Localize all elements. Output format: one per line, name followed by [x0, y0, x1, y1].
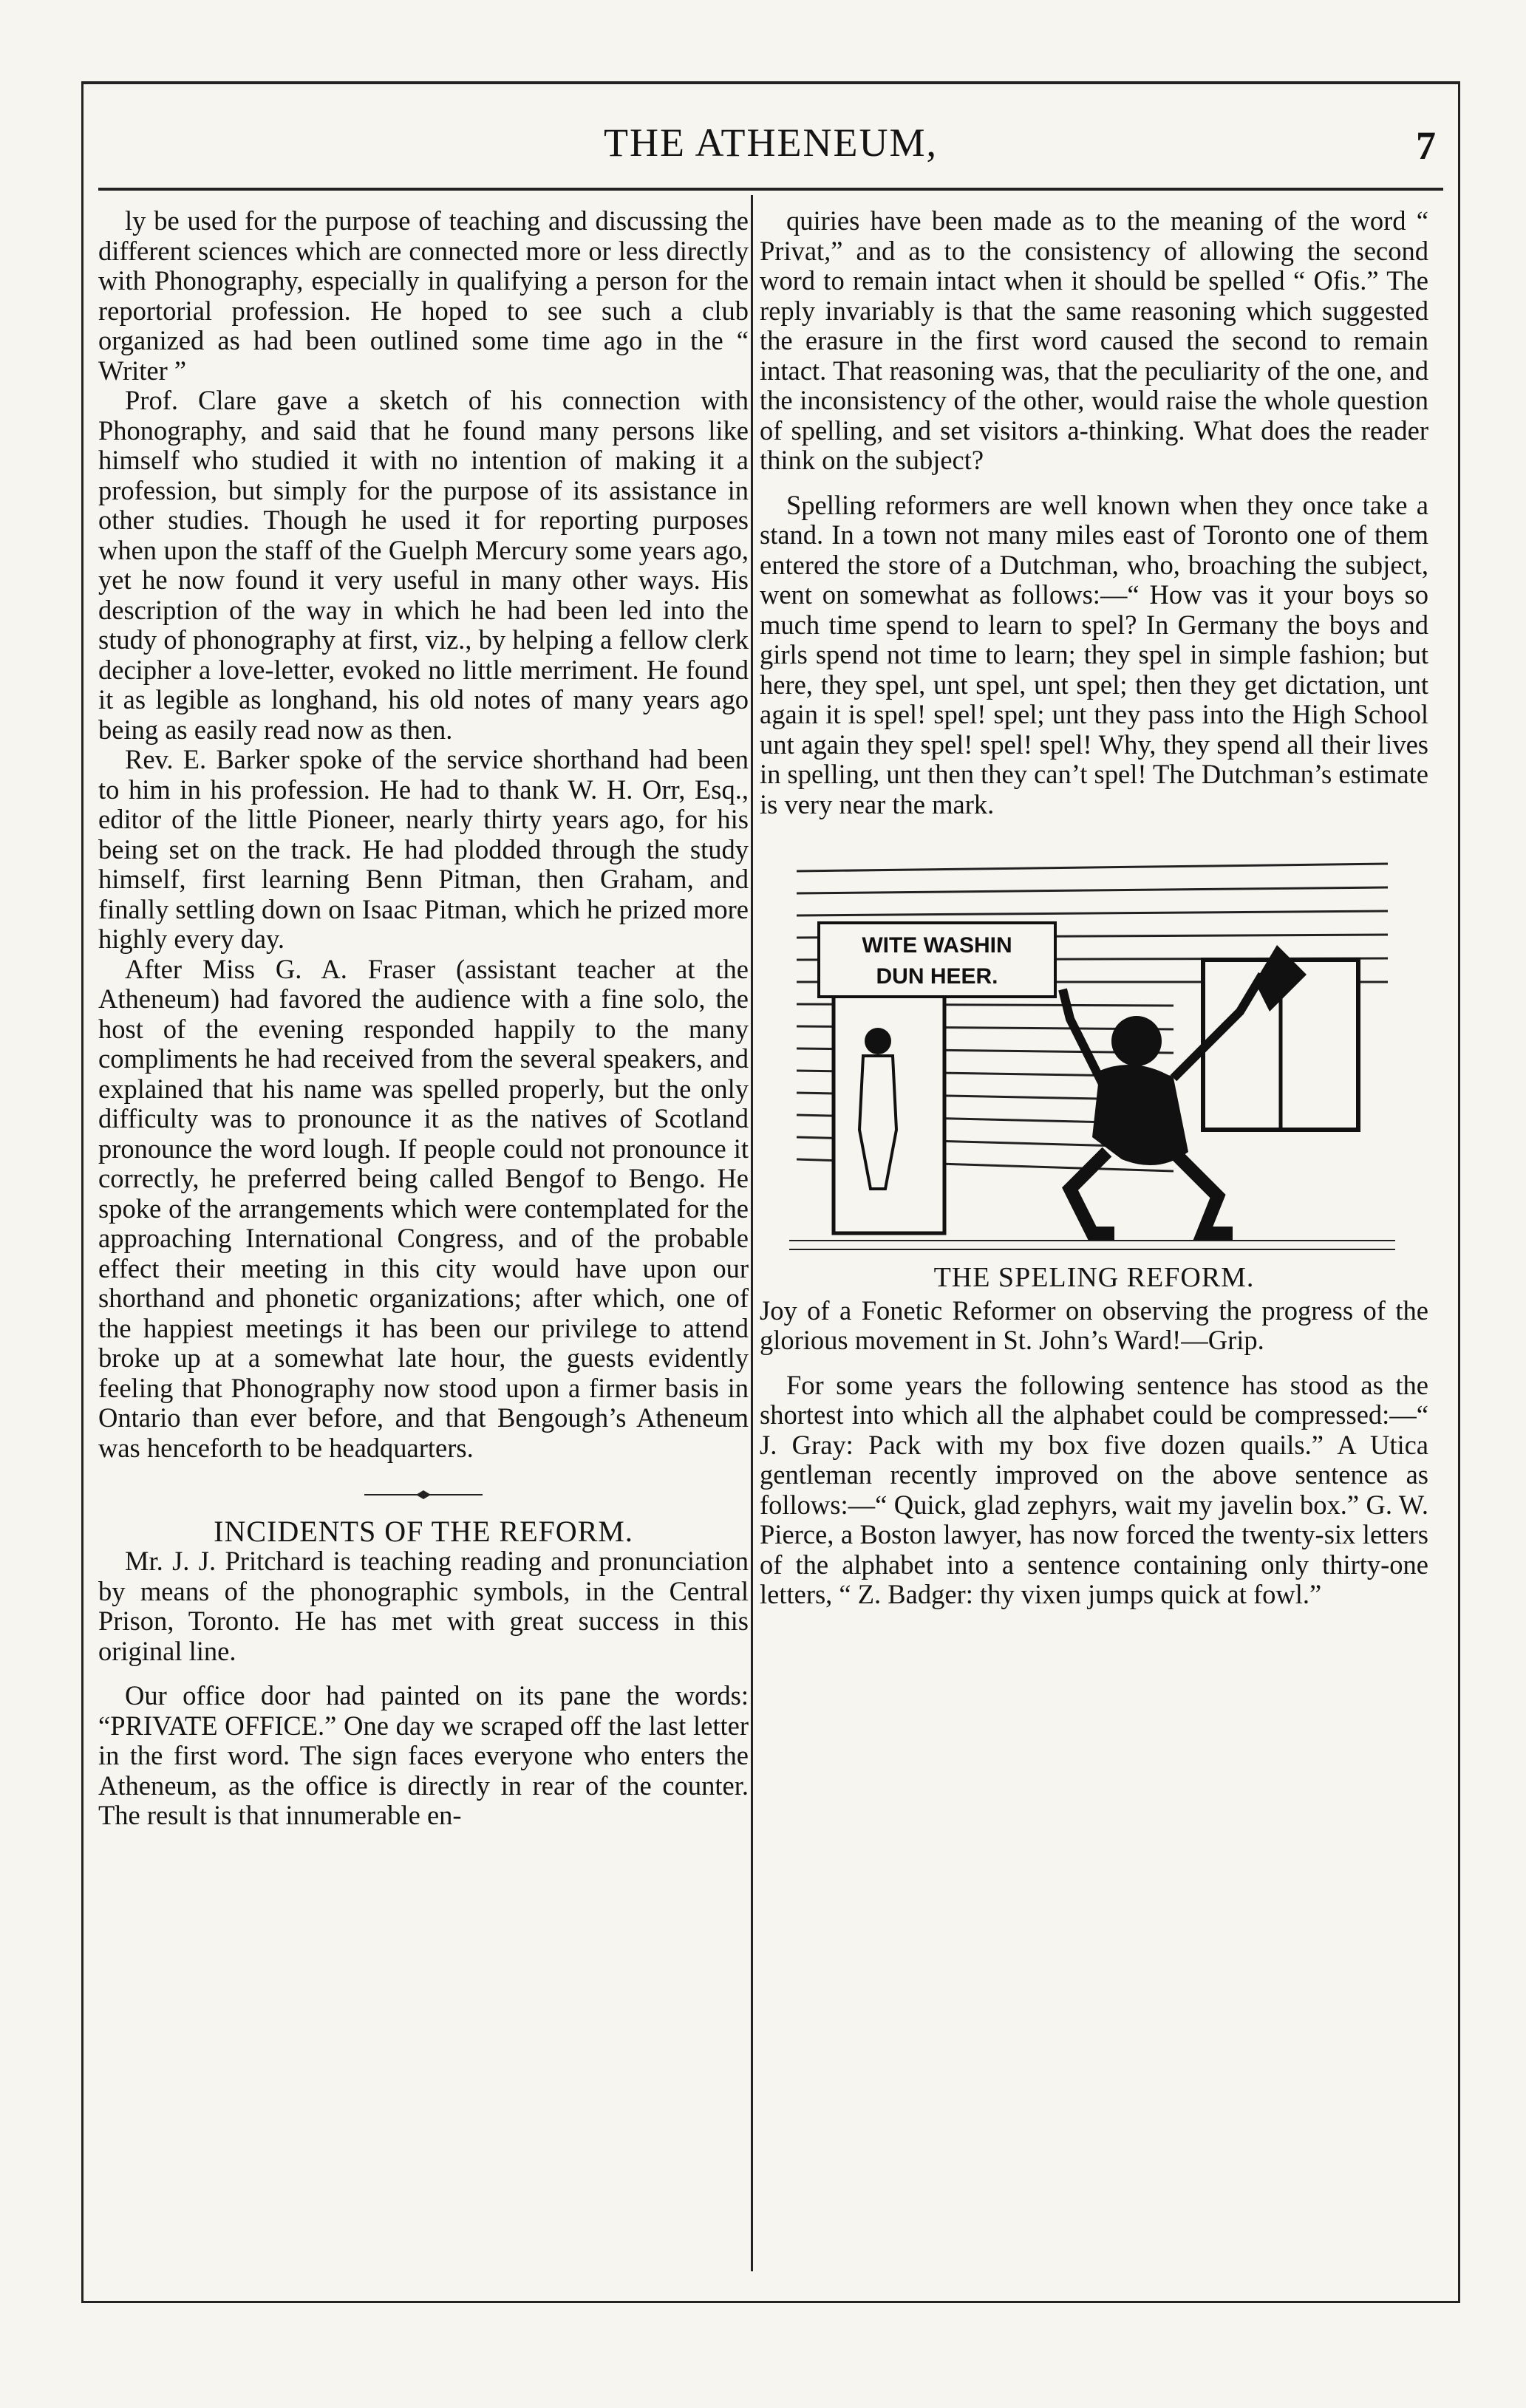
article-paragraph: Our office door had painted on its pane the words: “PRIVATE OFFICE.” One day we scraped off the last letter in the first word. The sign faces everyone who enters the Atheneum, as the office is directly in rear of the counter. The result is that innumerable en- — [98, 1680, 749, 1830]
header-rule — [98, 188, 1443, 191]
article-paragraph: Prof. Clare gave a sketch of his connection with Phonography, and said that he found many persons like himself who studied it with no intention of making it a profession, but simply for the purpose of its assistance in other studies. Though he used it for reporting purposes when upon the staff of the Guelph Mercury some years ago, yet he now found it very useful in many other ways. His description of the way in which he had been led into the study of phonography at first, viz., by helping a fellow clerk decipher a love-letter, evoked no little merriment. He found it as legible as longhand, his old notes of many years ago being as easily read now as then. — [98, 385, 749, 745]
article-paragraph: quiries have been made as to the meaning of the word “ Privat,” and as to the consistency of allowing the second word to remain intact when it should be spelled “ Ofis.” The reply invariably is that the same reasoning which suggested the erasure in the first word caused the second to remain intact. That reasoning was, that the peculiarity of the one, and the inconsistency of the other, would raise the whole question of spelling, and set visitors a-thinking. What does the reader think on the subject? — [760, 205, 1428, 475]
cartoon-illustration — [789, 842, 1395, 1255]
right-column — [760, 206, 1428, 1610]
article-paragraph: ly be used for the purpose of teaching and discussing the different sciences which are connected more or less directly with Phonography, especially in qualifying a person for the reportorial profession. He hoped to see such a club organized as had been outlined some time ago in the “ Writer ” — [98, 205, 749, 386]
sign-line-1: WITE WASHIN — [862, 933, 1012, 958]
column-divider — [751, 195, 753, 2271]
article-paragraph: Spelling reformers are well known when they once take a stand. In a town not many miles east of Toronto one of them entered the store of a Dutchman, who, broaching the subject, went on somewhat as follows:—“ How vas it your boys so much time spend to learn to spel? In Germany the boys and girls spend not time to learn; they spel in simple fashion; but here, they spel, unt spel, unt spel; then they get dictation, unt again it is spel! spel! spel; unt they pass into the High School unt again they spel! spel! spel! Why, they spend all their lives in spelling, unt then they can’t spel! The Dutchman’s estimate is very near the mark. — [760, 489, 1428, 819]
article-paragraph: Mr. J. J. Pritchard is teaching reading and pronunciation by means of the phonographic symbols, in the Central Prison, Toronto. He has met with great success in this original line. — [98, 1546, 749, 1666]
page-header — [84, 84, 1458, 195]
article-paragraph: Rev. E. Barker spoke of the service shorthand had been to him in his profession. He had to thank W. H. Orr, Esq., editor of the little Pioneer, nearly thirty years ago, for his being set on the track. He had plodded through the study himself, first learning Benn Pitman, then Graham, and finally settling down on Isaac Pitman, which he prized more highly every day. — [98, 744, 749, 954]
illustration-caption-title: THE SPELING REFORM. — [933, 1262, 1255, 1293]
page-number: 7 — [1416, 123, 1436, 168]
newspaper-page — [81, 81, 1460, 2303]
left-column — [98, 206, 749, 1831]
illustration-caption: Joy of a Fonetic Reformer on observing the progress of the glorious movement in St. John’s Ward!—Grip. — [760, 1295, 1428, 1355]
section-separator — [98, 1476, 749, 1507]
publication-title: THE ATHENEUM, — [604, 120, 938, 165]
article-paragraph: After Miss G. A. Fraser (assistant teacher at the Atheneum) had favored the audience with a fine solo, the host of the evening responded happily to the many compliments he had received from the several speakers, and explained that his name was spelled properly, but the only difficulty was to pronounce it as the natives of Scotland pronounce the word lough. If people could not pronounce it correctly, he preferred being called Bengof to Bengo. He spoke of the arrangements which were contemplated for the approaching International Congress, and of the probable effect their meeting in this city would have upon our shorthand and phonetic organizations; after which, one of the happiest meetings it has been our privilege to attend broke up at a somewhat late hour, the guests evidently feeling that Phonography now stood upon a firmer basis in Ontario than ever before, and that Bengough’s Atheneum was henceforth to be headquarters. — [98, 953, 749, 1463]
sign-line-2: DUN HEER. — [876, 964, 998, 989]
section-heading: INCIDENTS OF THE REFORM. — [214, 1514, 633, 1548]
article-paragraph: For some years the following sentence has stood as the shortest into which all the alphabet could be compressed:—“ J. Gray: Pack with my box five dozen quails.” A Utica gentleman recently improved on the above sentence as follows:—“ Quick, glad zephyrs, wait my javelin box.” G. W. Pierce, a Boston lawyer, has now forced the twenty-six letters of the alphabet into a sentence containing only thirty-one letters, “ Z. Badger: thy vixen jumps quick at fowl.” — [760, 1369, 1428, 1609]
